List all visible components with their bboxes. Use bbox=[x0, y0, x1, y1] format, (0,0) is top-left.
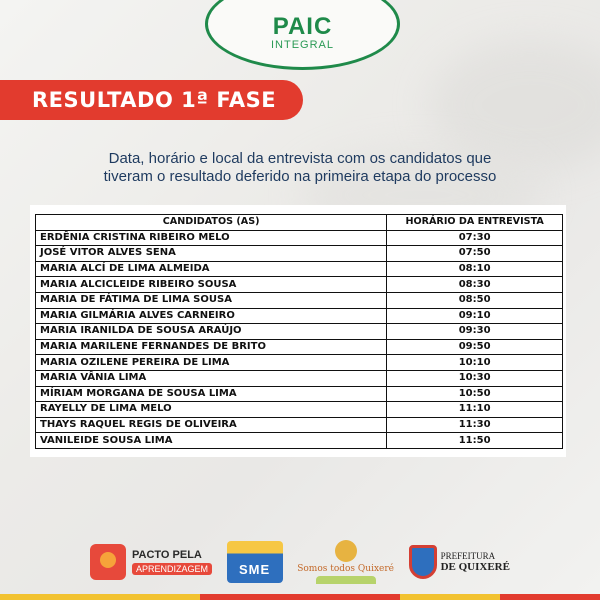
results-table bbox=[35, 214, 563, 449]
interview-time: 09:50 bbox=[387, 339, 563, 355]
interview-time: 10:30 bbox=[387, 370, 563, 386]
table-row bbox=[36, 433, 563, 449]
candidate-name: MARIA MARILENE FERNANDES DE BRITO bbox=[36, 339, 387, 355]
stripe-segment bbox=[300, 594, 400, 600]
intro-line-1: Data, horário e local da entrevista com os candidatos que bbox=[108, 150, 492, 167]
candidate-name: MARIA VÂNIA LIMA bbox=[36, 370, 387, 386]
stripe-segment bbox=[100, 594, 200, 600]
pacto-icon bbox=[90, 544, 126, 580]
candidate-name: ERDÊNIA CRISTINA RIBEIRO MELO bbox=[36, 230, 387, 246]
table-row bbox=[36, 277, 563, 293]
prefeitura-line-1: PREFEITURA bbox=[440, 551, 496, 561]
interview-time: 10:50 bbox=[387, 386, 563, 402]
candidate-name: JOSÉ VITOR ALVES SENA bbox=[36, 246, 387, 262]
table-row bbox=[36, 355, 563, 371]
table-row bbox=[36, 230, 563, 246]
candidate-name: MARIA GILMÁRIA ALVES CARNEIRO bbox=[36, 308, 387, 324]
results-table-card bbox=[30, 205, 566, 457]
interview-time: 10:10 bbox=[387, 355, 563, 371]
stripe-segment bbox=[400, 594, 500, 600]
candidate-name: MARIA OZILENE PEREIRA DE LIMA bbox=[36, 355, 387, 371]
table-row bbox=[36, 370, 563, 386]
candidate-name: MÍRIAM MORGANA DE SOUSA LIMA bbox=[36, 386, 387, 402]
sme-label: SME bbox=[239, 562, 271, 577]
interview-time: 09:10 bbox=[387, 308, 563, 324]
result-banner bbox=[0, 80, 303, 120]
candidate-name: MARIA ALCÍ DE LIMA ALMEIDA bbox=[36, 261, 387, 277]
crest-icon bbox=[409, 545, 437, 579]
interview-time: 11:50 bbox=[387, 433, 563, 449]
interview-time: 08:10 bbox=[387, 261, 563, 277]
prefeitura-line-2: DE QUIXERÉ bbox=[440, 561, 510, 573]
candidate-name: MARIA DE FÁTIMA DE LIMA SOUSA bbox=[36, 292, 387, 308]
table-row bbox=[36, 246, 563, 262]
interview-time: 07:30 bbox=[387, 230, 563, 246]
interview-time: 11:10 bbox=[387, 402, 563, 418]
header-interview-time: HORÁRIO DA ENTREVISTA bbox=[387, 215, 563, 231]
pacto-line-2: APRENDIZAGEM bbox=[132, 563, 212, 575]
bridge-icon bbox=[316, 576, 376, 584]
pacto-line-1: PACTO PELA bbox=[132, 549, 202, 561]
pacto-logo bbox=[90, 544, 212, 580]
sun-icon bbox=[335, 540, 357, 562]
intro-text bbox=[40, 150, 560, 186]
candidate-name: MARIA ALCICLEIDE RIBEIRO SOUSA bbox=[36, 277, 387, 293]
table-header-row bbox=[36, 215, 563, 231]
table-row bbox=[36, 324, 563, 340]
table-row bbox=[36, 386, 563, 402]
interview-time: 09:30 bbox=[387, 324, 563, 340]
logo-subtitle: INTEGRAL bbox=[270, 39, 334, 51]
stripe-segment bbox=[500, 594, 600, 600]
interview-time: 08:50 bbox=[387, 292, 563, 308]
interview-time: 11:30 bbox=[387, 417, 563, 433]
table-row bbox=[36, 261, 563, 277]
logo-title: PAIC bbox=[272, 13, 333, 40]
banner-label: RESULTADO 1ª FASE bbox=[32, 88, 277, 112]
sme-logo bbox=[227, 541, 283, 583]
candidate-name: RAYELLY DE LIMA MELO bbox=[36, 402, 387, 418]
intro-line-2: tiveram o resultado deferido na primeira etapa do processo bbox=[103, 168, 497, 185]
prefeitura-logo bbox=[409, 545, 510, 579]
stripe-segment bbox=[200, 594, 300, 600]
interview-time: 07:50 bbox=[387, 246, 563, 262]
footer-logos bbox=[90, 532, 510, 592]
candidate-name: MARIA IRANILDA DE SOUSA ARAÚJO bbox=[36, 324, 387, 340]
bottom-stripe bbox=[0, 594, 600, 600]
header-candidates: CANDIDATOS (AS) bbox=[36, 215, 387, 231]
stripe-segment bbox=[0, 594, 100, 600]
interview-time: 08:30 bbox=[387, 277, 563, 293]
table-row bbox=[36, 292, 563, 308]
table-row bbox=[36, 339, 563, 355]
somos-label: Somos todos Quixeré bbox=[297, 564, 394, 574]
table-row bbox=[36, 402, 563, 418]
candidate-name: THAYS RAQUEL REGIS DE OLIVEIRA bbox=[36, 417, 387, 433]
paic-logo bbox=[205, 0, 400, 70]
candidate-name: VANILEIDE SOUSA LIMA bbox=[36, 433, 387, 449]
table-row bbox=[36, 308, 563, 324]
somos-logo bbox=[297, 540, 394, 584]
table-row bbox=[36, 417, 563, 433]
